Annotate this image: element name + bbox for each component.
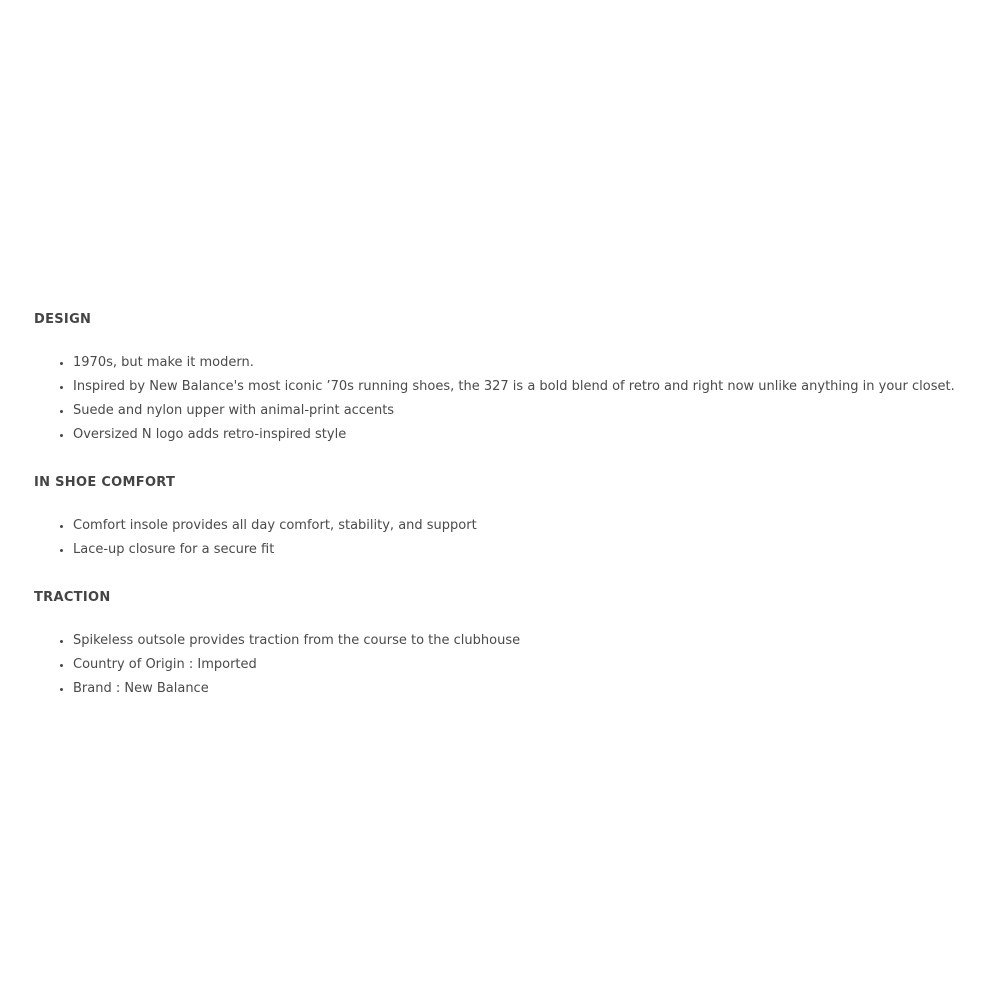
list-item: • Spikeless outsole provides traction from the course to the clubhouse [73,629,974,653]
traction-feature-list [34,629,974,701]
section-heading-design: DESIGN [34,312,92,327]
list-item: • Country of Origin : Imported [73,653,974,677]
list-item: • Lace-up closure for a secure fit [73,538,974,562]
list-item: • Inspired by New Balance's most iconic ’70s running shoes, the 327 is a bold blend of retro and right now unlike anything in your closet. [73,375,974,399]
design-feature-list [34,351,974,447]
design-section [34,311,974,447]
traction-section [34,589,974,701]
product-description [34,311,974,701]
list-item: • Comfort insole provides all day comfort, stability, and support [73,514,974,538]
section-heading-comfort: IN SHOE COMFORT [34,475,176,490]
section-heading-traction: TRACTION [34,590,111,605]
comfort-feature-list [34,514,974,562]
list-item: • Oversized N logo adds retro-inspired style [73,423,974,447]
list-item: • Brand : New Balance [73,677,974,701]
comfort-section [34,474,974,562]
list-item: • Suede and nylon upper with animal-print accents [73,399,974,423]
list-item: • 1970s, but make it modern. [73,351,974,375]
